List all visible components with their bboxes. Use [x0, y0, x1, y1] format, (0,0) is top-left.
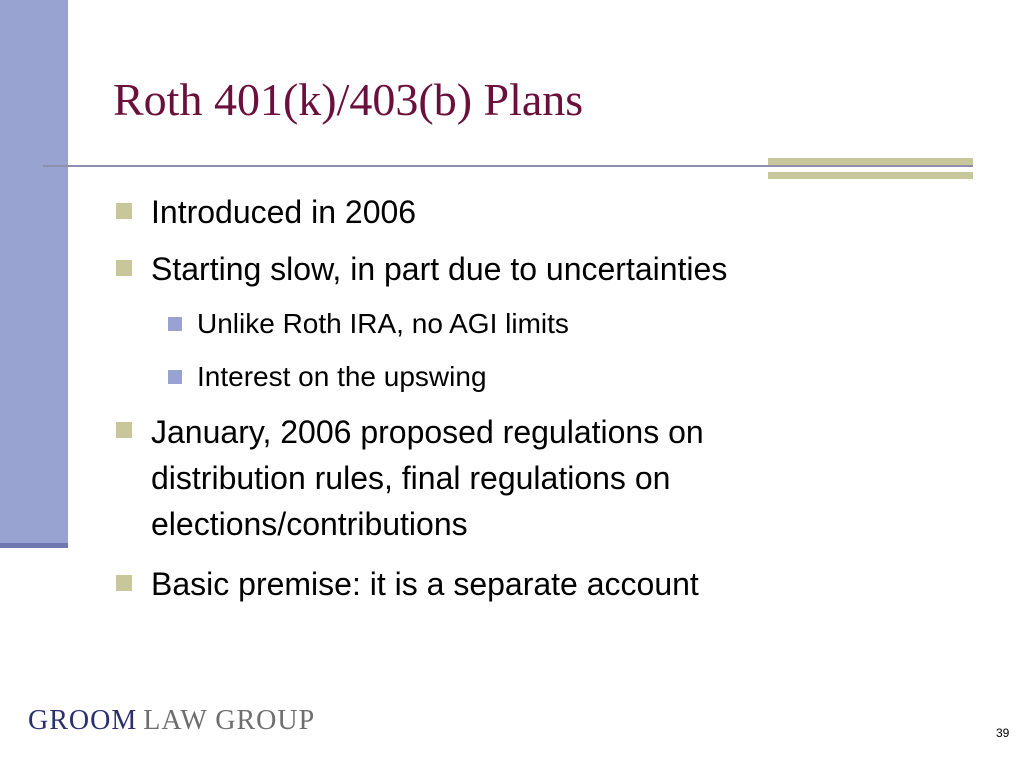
slide-title: Roth 401(k)/403(b) Plans [113, 74, 584, 125]
logo-law-group-text: LAW GROUP [143, 705, 316, 736]
groom-law-group-logo [28, 705, 315, 737]
accent-bars [768, 158, 973, 180]
sub-bullet-text: Interest on the upswing [197, 361, 487, 392]
bullet-text: Introduced in 2006 [151, 194, 417, 230]
square-sub-bullet-icon [168, 370, 182, 384]
bullet-text: Basic premise: it is a separate account [151, 566, 699, 602]
bullet-text-line: elections/contributions [151, 506, 468, 542]
square-sub-bullet-icon [168, 317, 182, 331]
page-number: 39 [996, 726, 1010, 740]
bullet-text-line: distribution rules, final regulations on [151, 460, 671, 496]
logo-groom-text: GROOM [28, 705, 138, 736]
square-bullet-icon [116, 260, 132, 276]
left-bar-edge [0, 543, 68, 548]
square-bullet-icon [116, 203, 132, 219]
bullet-text-line: January, 2006 proposed regulations on [151, 414, 704, 450]
left-decorative-bar [0, 0, 68, 548]
accent-bar-bottom [768, 172, 973, 179]
square-bullet-icon [116, 575, 132, 591]
sub-bullet-text: Unlike Roth IRA, no AGI limits [197, 308, 569, 339]
accent-bar-top [768, 158, 973, 165]
bullet-text: Starting slow, in part due to uncertainties [151, 251, 728, 287]
square-bullet-icon [116, 422, 132, 438]
